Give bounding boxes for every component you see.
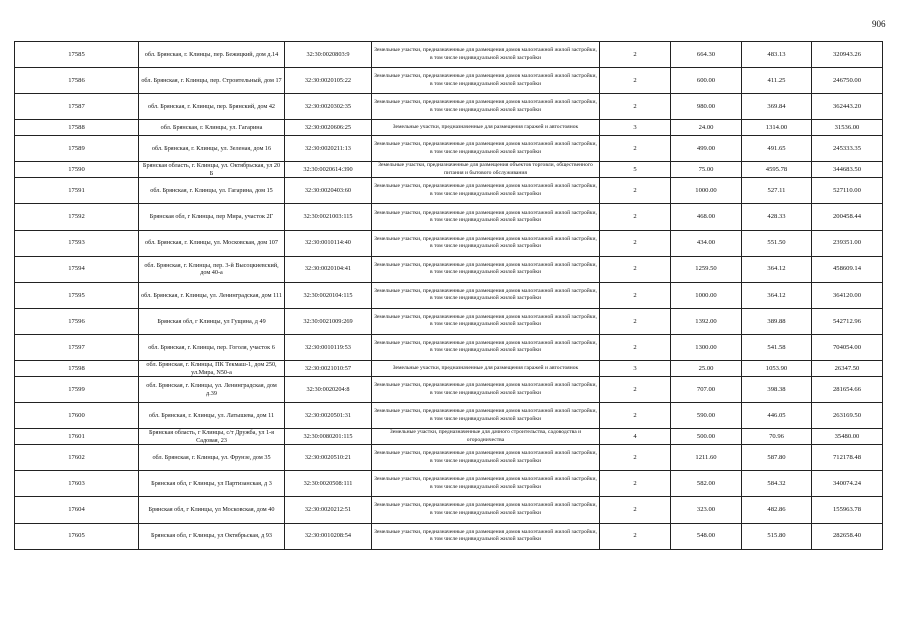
cadastral-value-table <box>14 41 883 550</box>
cadastral-value-cell: 263169.50 <box>812 403 883 429</box>
table-row <box>15 178 883 204</box>
cadastral-value-cell: 362443.20 <box>812 94 883 120</box>
use-group-cell: 2 <box>600 403 671 429</box>
cadastral-number-cell: 32:30:0020104:115 <box>285 282 372 308</box>
area-cell: 1300.00 <box>671 334 742 360</box>
area-cell: 24.00 <box>671 120 742 136</box>
cadastral-value-cell: 200458.44 <box>812 204 883 230</box>
specific-value-cell: 369.84 <box>742 94 812 120</box>
land-use-cell: Земельные участки, предназначенные для размещения домов малоэтажной жилой застройки, в том числе индивидуальной жилой застройки <box>372 497 600 523</box>
cadastral-value-cell: 281654.66 <box>812 377 883 403</box>
cadastral-number-cell: 32:30:0020508:111 <box>285 471 372 497</box>
cadastral-number-cell: 32:30:0020606:25 <box>285 120 372 136</box>
area-cell: 500.00 <box>671 429 742 445</box>
address-cell: Брянская обл, г Клинцы, ул Московская, дом 40 <box>139 497 285 523</box>
land-use-cell: Земельные участки, предназначенные для размещения домов малоэтажной жилой застройки, в том числе индивидуальной жилой застройки <box>372 308 600 334</box>
specific-value-cell: 70.96 <box>742 429 812 445</box>
land-use-cell: Земельные участки, предназначенные для размещения домов малоэтажной жилой застройки, в том числе индивидуальной жилой застройки <box>372 282 600 308</box>
land-use-cell: Земельные участки, предназначенные для размещения домов малоэтажной жилой застройки, в том числе индивидуальной жилой застройки <box>372 136 600 162</box>
cadastral-number-cell: 32:30:0020212:51 <box>285 497 372 523</box>
area-cell: 664.30 <box>671 42 742 68</box>
specific-value-cell: 1314.00 <box>742 120 812 136</box>
cadastral-value-cell: 320943.26 <box>812 42 883 68</box>
address-cell: обл. Брянская, г. Клинцы, пер. Бежицкий, дом д.14 <box>139 42 285 68</box>
area-cell: 1211.60 <box>671 445 742 471</box>
area-cell: 434.00 <box>671 230 742 256</box>
specific-value-cell: 584.32 <box>742 471 812 497</box>
land-use-cell: Земельные участки, предназначенные для размещения домов малоэтажной жилой застройки, в том числе индивидуальной жилой застройки <box>372 42 600 68</box>
row-number-cell: 17602 <box>15 445 139 471</box>
address-cell: Брянская обл, г Клинцы, ул Гущина, д 49 <box>139 308 285 334</box>
table-row <box>15 471 883 497</box>
specific-value-cell: 551.50 <box>742 230 812 256</box>
specific-value-cell: 491.65 <box>742 136 812 162</box>
cadastral-value-cell: 282658.40 <box>812 523 883 549</box>
table-row <box>15 445 883 471</box>
row-number-cell: 17589 <box>15 136 139 162</box>
use-group-cell: 2 <box>600 204 671 230</box>
table-row <box>15 94 883 120</box>
table-row <box>15 230 883 256</box>
address-cell: обл. Брянская, г. Клинцы, ул. Ленинградская, дом 111 <box>139 282 285 308</box>
cadastral-number-cell: 32:30:0021003:115 <box>285 204 372 230</box>
row-number-cell: 17592 <box>15 204 139 230</box>
row-number-cell: 17605 <box>15 523 139 549</box>
table-row <box>15 429 883 445</box>
address-cell: обл. Брянская, г. Клинцы, пер. Гоголя, участок 6 <box>139 334 285 360</box>
use-group-cell: 3 <box>600 361 671 377</box>
area-cell: 582.00 <box>671 471 742 497</box>
use-group-cell: 2 <box>600 230 671 256</box>
row-number-cell: 17603 <box>15 471 139 497</box>
area-cell: 548.00 <box>671 523 742 549</box>
specific-value-cell: 541.58 <box>742 334 812 360</box>
cadastral-number-cell: 32:30:0020510:21 <box>285 445 372 471</box>
page-number: 906 <box>872 19 886 29</box>
land-use-cell: Земельные участки, предназначенные для размещения домов малоэтажной жилой застройки, в том числе индивидуальной жилой застройки <box>372 523 600 549</box>
land-use-cell: Земельные участки, предназначенные для размещения гаражей и автостоянок <box>372 361 600 377</box>
use-group-cell: 2 <box>600 377 671 403</box>
address-cell: обл. Брянская, г. Клинцы, ул. Московская, дом 107 <box>139 230 285 256</box>
table-row <box>15 523 883 549</box>
specific-value-cell: 515.80 <box>742 523 812 549</box>
land-use-cell: Земельные участки, предназначенные для размещения домов малоэтажной жилой застройки, в том числе индивидуальной жилой застройки <box>372 471 600 497</box>
specific-value-cell: 483.13 <box>742 42 812 68</box>
cadastral-number-cell: 32:30:0021010:57 <box>285 361 372 377</box>
row-number-cell: 17604 <box>15 497 139 523</box>
row-number-cell: 17598 <box>15 361 139 377</box>
row-number-cell: 17587 <box>15 94 139 120</box>
table-row <box>15 282 883 308</box>
cadastral-number-cell: 32:30:0010114:40 <box>285 230 372 256</box>
land-use-cell: Земельные участки, предназначенные для размещения домов малоэтажной жилой застройки, в том числе индивидуальной жилой застройки <box>372 68 600 94</box>
use-group-cell: 2 <box>600 178 671 204</box>
specific-value-cell: 1053.90 <box>742 361 812 377</box>
row-number-cell: 17600 <box>15 403 139 429</box>
area-cell: 600.00 <box>671 68 742 94</box>
use-group-cell: 2 <box>600 471 671 497</box>
table-row <box>15 308 883 334</box>
address-cell: обл. Брянская, г. Клинцы, ул. Зеленая, дом 16 <box>139 136 285 162</box>
area-cell: 1392.00 <box>671 308 742 334</box>
cadastral-number-cell: 32:30:0020614:390 <box>285 162 372 178</box>
use-group-cell: 4 <box>600 429 671 445</box>
row-number-cell: 17599 <box>15 377 139 403</box>
cadastral-value-cell: 239351.00 <box>812 230 883 256</box>
use-group-cell: 2 <box>600 94 671 120</box>
area-cell: 1000.00 <box>671 178 742 204</box>
area-cell: 499.00 <box>671 136 742 162</box>
area-cell: 1259.50 <box>671 256 742 282</box>
specific-value-cell: 364.12 <box>742 256 812 282</box>
cadastral-value-cell: 344683.50 <box>812 162 883 178</box>
row-number-cell: 17596 <box>15 308 139 334</box>
cadastral-number-cell: 32:30:0080201:115 <box>285 429 372 445</box>
cadastral-value-cell: 364120.00 <box>812 282 883 308</box>
cadastral-number-cell: 32:30:0020403:60 <box>285 178 372 204</box>
table-row <box>15 403 883 429</box>
row-number-cell: 17594 <box>15 256 139 282</box>
use-group-cell: 2 <box>600 334 671 360</box>
address-cell: обл. Брянская, г. Клинцы, ПК Текмаш-1, дом 250, ул.Мира, N50-а <box>139 361 285 377</box>
address-cell: обл. Брянская, г. Клинцы, ул. Ленинградская, дом д.39 <box>139 377 285 403</box>
use-group-cell: 2 <box>600 523 671 549</box>
cadastral-value-cell: 542712.96 <box>812 308 883 334</box>
cadastral-value-cell: 246750.00 <box>812 68 883 94</box>
cadastral-value-cell: 245333.35 <box>812 136 883 162</box>
area-cell: 25.00 <box>671 361 742 377</box>
land-use-cell: Земельные участки, предназначенные для размещения объектов торговли, общественного питания и бытового обслуживания <box>372 162 600 178</box>
land-use-cell: Земельные участки, предназначенные для размещения домов малоэтажной жилой застройки, в том числе индивидуальной жилой застройки <box>372 204 600 230</box>
row-number-cell: 17595 <box>15 282 139 308</box>
cadastral-number-cell: 32:30:0020104:41 <box>285 256 372 282</box>
table-row <box>15 204 883 230</box>
land-use-cell: Земельные участки, предназначенные для размещения домов малоэтажной жилой застройки, в том числе индивидуальной жилой застройки <box>372 334 600 360</box>
land-use-cell: Земельные участки, предназначенные для размещения домов малоэтажной жилой застройки, в том числе индивидуальной жилой застройки <box>372 94 600 120</box>
table-row <box>15 334 883 360</box>
specific-value-cell: 364.12 <box>742 282 812 308</box>
cadastral-number-cell: 32:30:0020204:8 <box>285 377 372 403</box>
table-row <box>15 136 883 162</box>
area-cell: 590.00 <box>671 403 742 429</box>
address-cell: Брянская обл, г Клинцы, ул Октябрьская, д 93 <box>139 523 285 549</box>
use-group-cell: 2 <box>600 42 671 68</box>
address-cell: Брянская обл, г Клинцы, ул Партизанская, д 3 <box>139 471 285 497</box>
cadastral-value-cell: 340074.24 <box>812 471 883 497</box>
use-group-cell: 2 <box>600 445 671 471</box>
row-number-cell: 17597 <box>15 334 139 360</box>
address-cell: обл. Брянская, г. Клинцы, пер. Строительный, дом 17 <box>139 68 285 94</box>
use-group-cell: 2 <box>600 282 671 308</box>
land-use-cell: Земельные участки, предназначенные для размещения домов малоэтажной жилой застройки, в том числе индивидуальной жилой застройки <box>372 230 600 256</box>
specific-value-cell: 389.88 <box>742 308 812 334</box>
table-row <box>15 377 883 403</box>
table-row <box>15 120 883 136</box>
use-group-cell: 3 <box>600 120 671 136</box>
use-group-cell: 2 <box>600 256 671 282</box>
land-use-cell: Земельные участки, предназначенные для дачного строительства, садоводства и огородничества <box>372 429 600 445</box>
address-cell: Брянская область, г. Клинцы, ул. Октябрьская, ул 20 Б <box>139 162 285 178</box>
cadastral-number-cell: 32:30:0020211:13 <box>285 136 372 162</box>
cadastral-number-cell: 32:30:0021009:269 <box>285 308 372 334</box>
land-use-cell: Земельные участки, предназначенные для размещения домов малоэтажной жилой застройки, в том числе индивидуальной жилой застройки <box>372 256 600 282</box>
specific-value-cell: 428.33 <box>742 204 812 230</box>
area-cell: 75.00 <box>671 162 742 178</box>
address-cell: Брянская область, г Клинцы, с/т Дружба, ул 1-я Садовая, 23 <box>139 429 285 445</box>
specific-value-cell: 482.86 <box>742 497 812 523</box>
cadastral-value-cell: 704054.00 <box>812 334 883 360</box>
address-cell: обл. Брянская, г. Клинцы, ул. Латышева, дом 11 <box>139 403 285 429</box>
specific-value-cell: 527.11 <box>742 178 812 204</box>
table-row <box>15 361 883 377</box>
use-group-cell: 2 <box>600 497 671 523</box>
land-use-cell: Земельные участки, предназначенные для размещения домов малоэтажной жилой застройки, в том числе индивидуальной жилой застройки <box>372 445 600 471</box>
cadastral-value-cell: 458609.14 <box>812 256 883 282</box>
row-number-cell: 17586 <box>15 68 139 94</box>
cadastral-value-cell: 155963.78 <box>812 497 883 523</box>
row-number-cell: 17593 <box>15 230 139 256</box>
row-number-cell: 17588 <box>15 120 139 136</box>
specific-value-cell: 398.38 <box>742 377 812 403</box>
cadastral-number-cell: 32:30:0020501:31 <box>285 403 372 429</box>
cadastral-value-cell: 31536.00 <box>812 120 883 136</box>
area-cell: 707.00 <box>671 377 742 403</box>
table-row <box>15 68 883 94</box>
table-row <box>15 256 883 282</box>
use-group-cell: 2 <box>600 68 671 94</box>
land-use-cell: Земельные участки, предназначенные для размещения домов малоэтажной жилой застройки, в том числе индивидуальной жилой застройки <box>372 403 600 429</box>
specific-value-cell: 587.80 <box>742 445 812 471</box>
cadastral-value-cell: 712178.48 <box>812 445 883 471</box>
cadastral-number-cell: 32:30:0020803:9 <box>285 42 372 68</box>
land-use-cell: Земельные участки, предназначенные для размещения домов малоэтажной жилой застройки, в том числе индивидуальной жилой застройки <box>372 377 600 403</box>
area-cell: 323.00 <box>671 497 742 523</box>
specific-value-cell: 4595.78 <box>742 162 812 178</box>
use-group-cell: 2 <box>600 136 671 162</box>
use-group-cell: 5 <box>600 162 671 178</box>
cadastral-number-cell: 32:30:0010119:53 <box>285 334 372 360</box>
address-cell: обл. Брянская, г. Клинцы, пер. Брянский, дом 42 <box>139 94 285 120</box>
address-cell: обл. Брянская, г. Клинцы, ул. Гагарина <box>139 120 285 136</box>
cadastral-value-cell: 527110.00 <box>812 178 883 204</box>
land-use-cell: Земельные участки, предназначенные для размещения гаражей и автостоянок <box>372 120 600 136</box>
cadastral-value-cell: 35480.00 <box>812 429 883 445</box>
address-cell: обл. Брянская, г. Клинцы, пер. 3-й Высоцкиевский, дом 40-а <box>139 256 285 282</box>
row-number-cell: 17591 <box>15 178 139 204</box>
cadastral-number-cell: 32:30:0020105:22 <box>285 68 372 94</box>
use-group-cell: 2 <box>600 308 671 334</box>
address-cell: Брянская обл, г Клинцы, пер Мира, участок 2Г <box>139 204 285 230</box>
row-number-cell: 17590 <box>15 162 139 178</box>
specific-value-cell: 411.25 <box>742 68 812 94</box>
table-row <box>15 42 883 68</box>
land-use-cell: Земельные участки, предназначенные для размещения домов малоэтажной жилой застройки, в том числе индивидуальной жилой застройки <box>372 178 600 204</box>
table-row <box>15 497 883 523</box>
table-row <box>15 162 883 178</box>
area-cell: 1000.00 <box>671 282 742 308</box>
row-number-cell: 17585 <box>15 42 139 68</box>
specific-value-cell: 446.05 <box>742 403 812 429</box>
area-cell: 980.00 <box>671 94 742 120</box>
cadastral-number-cell: 32:30:0020302:35 <box>285 94 372 120</box>
row-number-cell: 17601 <box>15 429 139 445</box>
area-cell: 468.00 <box>671 204 742 230</box>
cadastral-number-cell: 32:30:0010208:54 <box>285 523 372 549</box>
address-cell: обл. Брянская, г. Клинцы, ул. Гагарина, дом 15 <box>139 178 285 204</box>
address-cell: обл. Брянская, г. Клинцы, ул. Фрунзе, дом 35 <box>139 445 285 471</box>
cadastral-value-cell: 26347.50 <box>812 361 883 377</box>
